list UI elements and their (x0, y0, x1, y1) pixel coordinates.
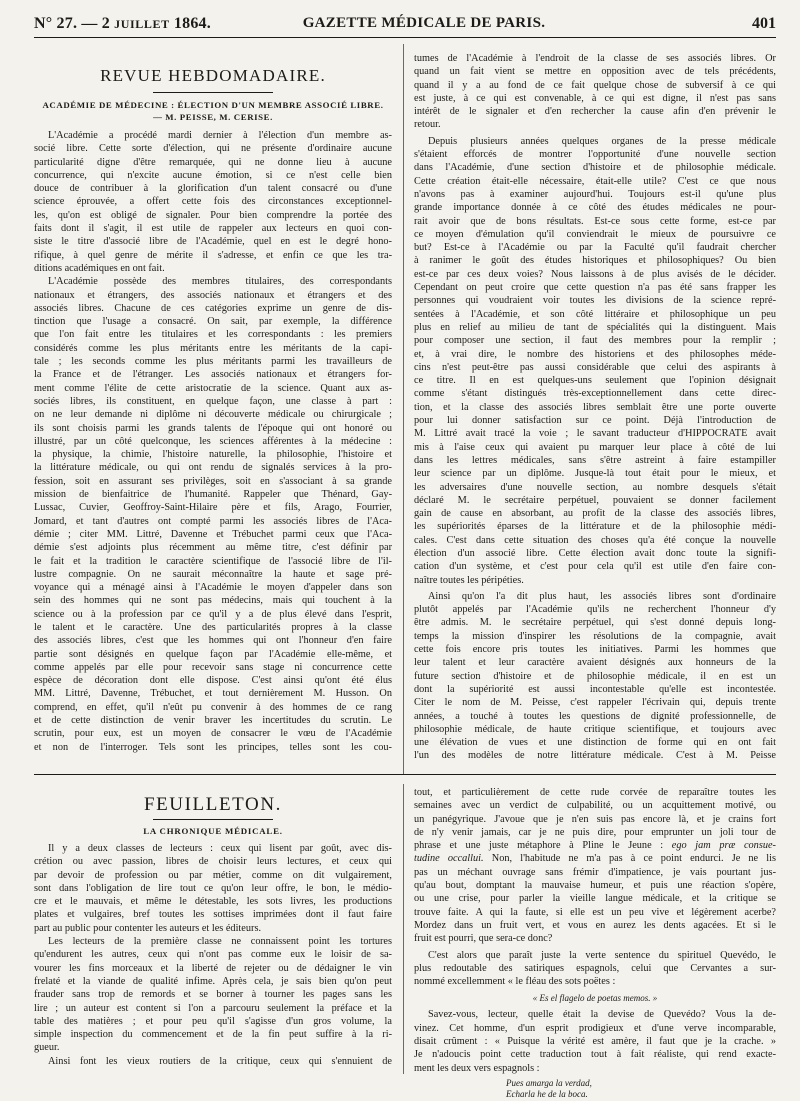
text-line: naître toutes les péripéties. (414, 574, 524, 586)
feuilleton-divider (34, 774, 776, 775)
spanish-quote: « Es el flagelo de poetas memos. » (532, 993, 658, 1004)
text-line: temps la mission d'inspirer les résolutions de la compagnie, avait (414, 630, 776, 642)
text-line: associés libres. Chacune de ces catégories exprime un genre de dis- (34, 302, 392, 314)
issue-date: N° 27. — 2 JUILLET 1864. (34, 15, 211, 32)
text-line: Cette création était-elle nécessaire, était-elle utile? C'est ce que nous (414, 175, 776, 187)
text-line: mission de bienfaitrice de l'humanité. Rappeler que Thénard, Gay- (34, 489, 392, 501)
text-line: crétion ou avec passion, libres de choisir leurs lectures, et ceux qui (34, 856, 392, 868)
text-line: cales. C'est dans cette situation des choses qu'a été conçue la nouvelle (414, 534, 776, 546)
text-line: cre et le mauvais, et même le détestable, les sots livres, les productions (34, 896, 392, 908)
text-line: Citer le nom de M. Peisse, c'est rappeler l'écrivain qui, depuis trente (414, 697, 776, 709)
text-line: science éprouvée, a offert cette fois des circonstances exceptionnel- (34, 196, 392, 208)
text-line: retour. (414, 119, 441, 131)
latin-quote: ego jam præ consue- (671, 840, 776, 852)
text-line: nationaux et étrangers, des associés nationaux et étrangers et des (34, 289, 392, 301)
text-line: comprend, en effet, qu'il n'eût pu convenir à des hommes de ce rang (34, 701, 392, 713)
text-line: plates et vulgaires, bref toutes les sottises imprimées dont il faut faire (34, 909, 392, 921)
text-line: particularité digne d'être remarquée, qui ne donne lieu à aucune (34, 156, 392, 168)
text-line: tion, et la classe des associés libres semblait être une porte ouverte (414, 401, 776, 413)
column-divider-lower (403, 784, 404, 1074)
text-line: science ou à la profession par ce qu'il y a de plus élevé dans l'esprit, (34, 608, 392, 620)
text-line: illustré, par un côté quelconque, les sciences afférentes à la médecine : (34, 435, 392, 447)
text-line: gueur. (34, 1042, 60, 1054)
text-line: fession, soit en assurant ses privilèges, soit en s'associant à sa grande (34, 475, 392, 487)
paragraph (414, 949, 776, 989)
paragraph (414, 590, 776, 763)
text-line: comme s'étant distingués très-exceptionnellement dans cette direc- (414, 388, 776, 400)
text-line: MM. Littré, Davenne, Trébuchet, et tout dernièrement M. Husson. On (34, 688, 392, 700)
text-line: à ranimer le goût des études historiques et philosophiques? Ou bien (414, 255, 776, 267)
text-line: Ainsi qu'on l'a dit plus haut, les associés libres sont d'ordinaire (428, 590, 776, 602)
text-line: s'étaient efforcés de montrer l'opportunité d'une nouvelle section (414, 149, 776, 161)
text-line: Lussac, Cuvier, Geoffroy-Saint-Hilaire père et fils, Arago, Fourrier, (34, 502, 392, 514)
text-line: frauder sans trop de remords et se borner à tourner les pages sans les (34, 989, 392, 1001)
text-line: pour lui donner satisfaction sur ce point. Déjà l'introduction de (414, 415, 776, 427)
text-line: Il y a deux classes de lecteurs : ceux qui lisent par goût, avec dis- (48, 843, 392, 854)
text-line: Je n'adoucis point cette traduction tout à fait réaliste, qui rend exacte- (414, 1049, 776, 1061)
text-line: nommé excellemment « le fléau des sots poëtes : (414, 976, 616, 988)
text-line: Savez-vous, lecteur, quelle était la devise de Quevédo? Vous la de- (428, 1009, 776, 1021)
text-line: L'Académie possède des membres titulaires, des correspondants (48, 276, 392, 288)
page-number: 401 (752, 15, 776, 32)
text-line: est-ce par ces deux voies? Nous laissons à de plus avisés de le décider. (414, 268, 776, 280)
text-line: ils sont choisis parmi les grands talents de l'époque qui ont honoré ou (34, 422, 392, 434)
text-line: les supériorités éparses de la littérature et de la philosophie médi- (414, 521, 776, 533)
text-line: déclaré M. le secrétaire perpétuel, pouvaient se donner facilement (414, 494, 776, 506)
text-line: tale ; les seconds comme les plus méritants parmi les travailleurs de (34, 356, 392, 368)
text-line: ment les deux vers espagnols : (414, 1062, 540, 1074)
text-line: les adversaires d'une nouvelle section, au nombre desquels s'était (414, 481, 776, 493)
title-rule (153, 819, 273, 820)
text-line: années, a touché à toutes les questions de dignité professionnelle, de (414, 710, 776, 722)
text-line: simple inspection du commencement et de la fin peut suffire à la ri- (34, 1029, 392, 1041)
text-line: lire ; un auteur est content si l'on a parcouru seulement la préface et la (34, 1002, 392, 1014)
paragraph (414, 1008, 776, 1074)
text-line: espèce de décoration dont elle dispose. C'est ainsi qu'ont été élus (34, 675, 392, 687)
text-line: but? Est-ce à l'Académie ou par la Faculté qu'il faudrait chercher (414, 242, 776, 254)
text-line: C'est alors que paraît juste la verte sentence du spirituel Quevédo, le (428, 949, 776, 961)
text-line: démie ; citer MM. Littré, Davenne et Trébuchet parmi ceux que l'Aca- (34, 528, 392, 540)
text-line: disait crûment : « Puisque la vérité est amère, il faut que je la crache. » (414, 1036, 776, 1048)
text-line: cette fois encore pris toutes les initiatives. Parmi les hommes que (414, 644, 776, 656)
text-line: siste le titre d'associé libre de l'Académie, quel en est le degré hono- (34, 236, 392, 248)
text-line: démie s'est adjoints plus récemment au même titre, c'est définir par (34, 542, 392, 554)
text-line: frelaté et la viande de qualité infime. Après cela, je sais bien qu'on peut (34, 975, 392, 987)
text-line: être admis. M. le secrétaire perpétuel, qui s'est donné depuis long- (414, 617, 776, 629)
text-line: rifique, à quel genre de mérite il s'adresse, et enfin ce que les tra- (34, 249, 392, 261)
text-line: dans les lettres médicales, sans s'être astreint à faire estampiller (414, 454, 776, 466)
text-line: quand un fait vient se mettre en opposition avec de tels précédents, (414, 66, 776, 78)
column-right-top (414, 52, 776, 763)
text-line: Depuis plusieurs années quelques organes de la presse médicale (428, 135, 776, 147)
paragraph (34, 129, 392, 275)
text-line: leur science par un diplôme. Jusque-là tout était pour le mieux, et (414, 468, 776, 480)
paragraph (34, 1055, 392, 1068)
text-line: sociés libres, ils constituent, en quelque façon, une classe à part : (34, 395, 392, 407)
text-line: ce moyen d'émulation qu'il conviendrait le mieux de poursuivre ce (414, 228, 776, 240)
column-right-bottom (414, 786, 776, 1101)
text-line: plus en relief au milieu de tant de spécialités qui la distinguent. Mais (414, 321, 776, 333)
text-line: scrutin, pour eux, est un moyen de consacrer le vœu de l'Académie (34, 728, 392, 740)
title-rule (153, 92, 273, 93)
text-line: pour composer une section, il faut des membres pour la remplir ; (414, 335, 776, 347)
text-line: on ne leur demande ni diplôme ni découverte médicale ou chirurgicale ; (34, 409, 392, 421)
text-line: mis à l'aise ceux qui avaient pu marquer leur place à côté de lui (414, 441, 776, 453)
text-line: douce de contribuer à la glorification d'un talent consacré ou d'une (34, 183, 392, 195)
text-line: le fait et la tradition le caractère scientifique de l'associé libre de l'il- (34, 555, 392, 567)
text-line: quand il y a au fond de ce fait quelque chose de subversif à ce qui (414, 79, 776, 91)
latin-quote: tudine occallui. (414, 853, 484, 865)
text-line: faits dont il s'agit, il est utile de rappeler aux lecteurs en quoi con- (34, 223, 392, 235)
text-line: personnes qui voudraient voir toutes les divisions de la science repré- (414, 295, 776, 307)
text-line: grande importance donnée à ce côté des études médicales ne pour- (414, 202, 776, 214)
verse-line: Pues amarga la verdad, (506, 1077, 592, 1088)
text-line: gain de cause en absorbant, au profit de la classe des associés libres, (414, 508, 776, 520)
text-line: table des matières ; et pour peu qu'il s'agisse d'un gros volume, la (34, 1015, 392, 1027)
text-line: élection d'un associé libre. Cette élection avait donc toute la signifi- (414, 547, 776, 559)
text-line: le talent et le caractère. Une des particularités propres à la classe (34, 621, 392, 633)
text-line: la physique, la chimie, l'histoire naturelle, la philosophie, l'histoire et (34, 449, 392, 461)
text-line: plutôt appelés par l'Académie qu'ils ne recherchent l'honneur d'y (414, 604, 776, 616)
paragraph (34, 935, 392, 1055)
text-line: cation d'un système, et c'est pour cela qu'il est utile d'en faire con- (414, 561, 776, 573)
journal-title: GAZETTE MÉDICALE DE PARIS. (302, 15, 546, 31)
text-line: et, à vrai dire, le nombre des historiens et des philosophes méde- (414, 348, 776, 360)
text-line: Ainsi font les vieux routiers de la critique, ceux qui s'ennuient de (48, 1055, 392, 1067)
masthead-rule (34, 37, 776, 38)
text-line: rait avoir que de bons résultats. Est-ce sous cette forme, est-ce par (414, 215, 776, 227)
text-line: concurrence, qui n'excite aucune émotion, si ce n'est celle bien (34, 169, 392, 181)
column-divider (403, 44, 404, 774)
verse (506, 1078, 776, 1101)
paragraph (34, 275, 392, 754)
text-line: L'Académie a procédé mardi dernier à l'élection d'un membre as- (48, 130, 392, 141)
text-line: une élévation de vues et une distinction de forme qui en ont fait (414, 737, 776, 749)
text-line: par devoir de profession ou par métier, comme on dit vulgairement, (34, 869, 392, 881)
text-line: lustre compagnie. On ne saurait méconnaître la haute et sage pré- (34, 568, 392, 580)
feuilleton-subtitle: LA CHRONIQUE MÉDICALE. (143, 826, 283, 836)
masthead (34, 14, 776, 36)
text-line: dont la supériorité est aussi incontestable qu'elle est incontestée. (414, 683, 776, 695)
text-line: que l'on fait entre les titulaires et les correspondants : les premiers (34, 329, 392, 341)
column-left-bottom (34, 786, 392, 1068)
paragraph (34, 842, 392, 935)
text-line: M. Littré avait tracé la voie ; le savant traducteur d'HIPPOCRATE avait (414, 428, 776, 440)
text-line: leur talent et leur caractère avaient désignés aux honneurs de la (414, 657, 776, 669)
text-line: ce titre. Il en est quelques-uns seulement que l'opinion désignait (414, 375, 776, 387)
text-line: future section d'histoire et de philosophie médicale, il en est un (414, 670, 776, 682)
text-line: dans l'Académie, d'une section d'histoire et de philosophie médicale. (414, 162, 776, 174)
text-line: sont dans l'obligation de lire tout ce qu'on leur offre, le bon, le médio- (34, 882, 392, 894)
text-line: Jomard, et tant d'autres ont compté parmi les associés libres de l'Aca- (34, 515, 392, 527)
feuilleton-title: FEUILLETON. (143, 794, 283, 815)
text-line: philosophie médicale, de haute critique scientifique, et toujours avec (414, 723, 776, 735)
article-heading-names: — M. PEISSE, M. CERISE. (153, 112, 273, 122)
text-line: qu'endurent les autres, ceux qui n'ont pas comme eux le loisir de sa- (34, 949, 392, 961)
text-line: et non de l'interroger. Tels sont les principes, telles sont les cou- (34, 741, 392, 753)
text-line: considérés comme les plus méritants entre les méritants de la capi- (34, 342, 392, 354)
text-line: comme appelés par elle pour recevoir sans stage ni concurrence cette (34, 661, 392, 673)
article-heading: ACADÉMIE DE MÉDECINE : ÉLECTION D'UN MEMBRE ASSOCIÉ LIBRE. (42, 100, 384, 110)
text-line: tinction que l'usage a consacré. On sait, par exemple, la différence (34, 316, 392, 328)
text-line: sentées à l'Académie, et son côté littéraire et philosophique un peu (414, 308, 776, 320)
text-line: Cependant on peut croire que cette question n'a pas été sans frapper les (414, 282, 776, 294)
text-line: ment comme l'élite de cette aristocratie de la science. Quant aux as- (34, 382, 392, 394)
text-line: plus redoutable des satiriques espagnols, celui que Cervantes a sur- (414, 962, 776, 974)
text-line: partie sont désignés en quelque façon par l'Académie elle-même, et (34, 648, 392, 660)
paragraph: tout, et particulièrement de cette rude corvée de reparaître toutes les semaines avec un verdict de culpabilité, ou un acquittement motivé, ou un panégyrique. J'avoue que je n'en suis pas encore là, et je crains fort de n'y venir jamais, car je ne puis dire, pour emprunter un joli tour de phrase et une juste métaphore à Pline le Jeune : ego jam præ consue- tudine occallui. Non, l'habitude ne m'a pas à ce point endurci. Je ne lis pas un méchant ouvrage sans frémir d'impatience, je vais pourtant jus- qu'au bout, domptant la mauvaise humeur, et puis une réaction s'opère, ou une crise, pour parler la vieille langue médicale, et la critique se trouve faite. A qui la faute, si elle est un peu vive et légèrement acerbe? Mordez dans un fruit vert, et vous en aurez les dents agacées. Et si le fruit est pourri, que sera-ce donc? (414, 787, 776, 945)
text-line: la France et de l'étranger. Les associés nationaux et étrangers for- (34, 369, 392, 381)
text-line: voyance qui a ménagé ainsi à l'Académie le moyen d'appeler dans son (34, 582, 392, 594)
text-line: est juste, à ce qui est convenable, à ce qui est digne, il n'est pas sans (414, 92, 776, 104)
text-line: ditions académiques en ont fait. (34, 262, 165, 274)
text-line: n'avons pas à examiner aujourd'hui. Toujours est-il qu'une plus (414, 188, 776, 200)
paragraph (414, 52, 776, 132)
column-left-top (34, 52, 392, 754)
paragraph (414, 135, 776, 587)
text-line: tumes de l'Académie à l'endroit de la classe de ses associés libres. Or (414, 53, 776, 64)
text-line: des associés libres, c'est que les hommes qui ont l'honneur d'en faire (34, 635, 392, 647)
text-line: cins n'est peut-être pas aussi considérable que celui des aspirants à (414, 361, 776, 373)
text-line: Les lecteurs de la première classe ne connaissent point les tortures (48, 936, 392, 948)
text-line: vourer les fins morceaux et la liberté de rejeter ou de dédaigner le vin (34, 962, 392, 974)
verse-line: Echarla he de la boca. (506, 1089, 588, 1100)
text-line: socié libre. Cette sorte d'élection, qui ne présente d'ordinaire aucune (34, 143, 392, 155)
text-line: la littérature médicale, ou qui ont rendu de signalés services à la pro- (34, 462, 392, 474)
text-line: part au public pour contenter les auteurs et les éditeurs. (34, 922, 262, 934)
text-line: et de cette distinction de venir braver les incertitudes du scrutin. Le (34, 715, 392, 727)
text-line: intérêt de le signaler et d'en rechercher la cause afin d'en prévenir le (414, 106, 776, 118)
text-line: vinez. Cet homme, d'un esprit prodigieux et d'une verve incomparable, (414, 1022, 776, 1034)
text-line: l'un des modèles de notre littérature médicale. C'est à M. Peisse (414, 750, 776, 762)
section-title: REVUE HEBDOMADAIRE. (100, 66, 326, 85)
text-line: les, qu'on est obligé de signaler. Pour bien comprendre la portée des (34, 209, 392, 221)
text-line: sein des hommes qui ne sont pas médecins, mais qui touchent à la (34, 595, 392, 607)
